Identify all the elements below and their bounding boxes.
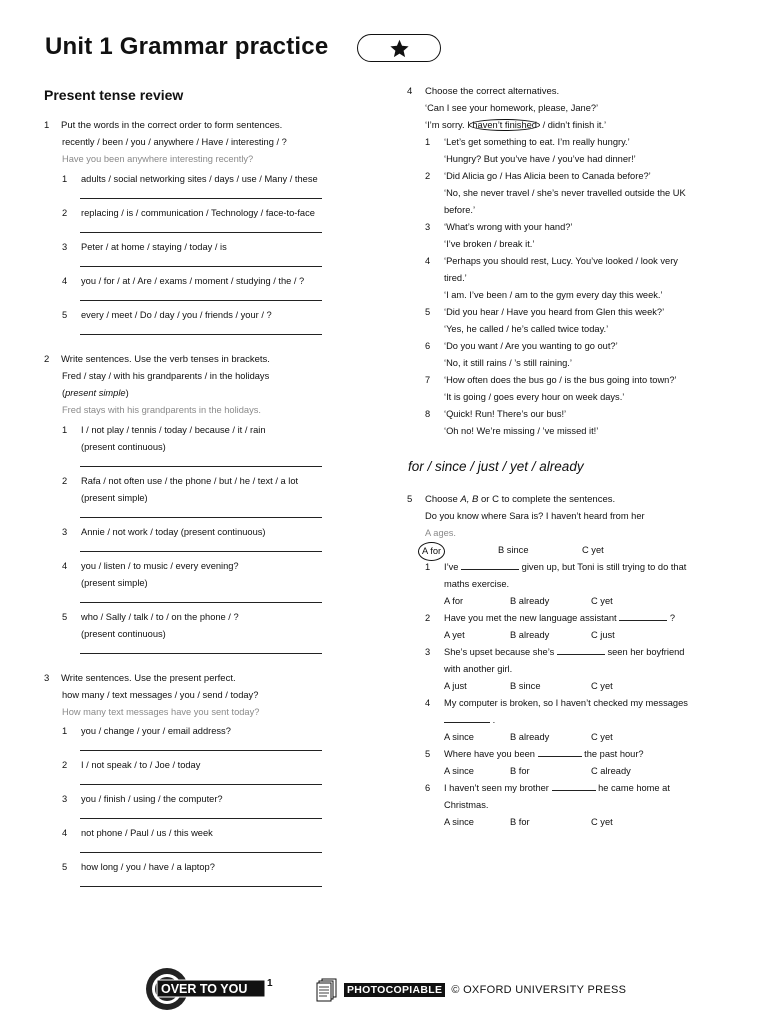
options-row: A since B already C yet <box>444 732 613 742</box>
list-item: 1 I / not play / tennis / today / because / it / rain (present continuous) <box>44 422 364 473</box>
answer-line[interactable] <box>80 517 322 518</box>
answer-blank[interactable] <box>444 713 490 723</box>
answer-line[interactable] <box>80 653 322 654</box>
list-item: 4 you / for / at / Are / exams / moment / studying / the / ? <box>44 273 364 307</box>
answer-line[interactable] <box>80 232 322 233</box>
answer-line[interactable] <box>80 886 322 887</box>
answer-line[interactable] <box>80 334 322 335</box>
answer-line[interactable] <box>80 466 322 467</box>
list-item: 5 every / meet / Do / day / you / friends / your / ? <box>44 307 364 341</box>
photocopy-icon <box>316 978 338 1002</box>
section-heading: Present tense review <box>44 87 184 103</box>
list-item: 5 who / Sally / talk / to / on the phone / ? (present continuous) <box>44 609 364 660</box>
example-question: ‘Can I see your homework, please, Jane?’ <box>425 103 599 113</box>
exercise-number: 4 <box>407 86 413 97</box>
list-item: 4 you / listen / to music / every evening? (present simple) <box>44 558 364 609</box>
book-logo-icon <box>143 966 273 1012</box>
list-item: 3 Peter / at home / staying / today / is <box>44 239 364 273</box>
difficulty-badge <box>357 34 441 62</box>
answer-line[interactable] <box>80 602 322 603</box>
exercise-instruction: Choose the correct alternatives. <box>425 86 560 97</box>
example-answer: Fred stays with his grandparents in the holidays. <box>62 405 261 415</box>
list-item: 1 you / change / your / email address? <box>44 723 364 757</box>
photocopiable-notice <box>316 978 626 1002</box>
list-item: 4 not phone / Paul / us / this week <box>44 825 364 859</box>
list-item: 3 Annie / not work / today (present continuous) <box>44 524 364 558</box>
options-row: A since B for C yet <box>444 817 613 827</box>
section-title: for / since / just / yet / already <box>408 459 584 474</box>
list-item: 5 how long / you / have / a laptop? <box>44 859 364 893</box>
exercise-instruction: Write sentences. Use the present perfect. <box>61 673 236 684</box>
list-item: 3 you / finish / using / the computer? <box>44 791 364 825</box>
list-item: 2 I / not speak / to / Joe / today <box>44 757 364 791</box>
logo-text: OVER TO YOU <box>161 982 248 996</box>
photocopiable-badge: PHOTOCOPIABLE <box>344 983 445 997</box>
answer-line[interactable] <box>80 818 322 819</box>
exercise-1 <box>44 117 364 168</box>
options-row: A just B since C yet <box>444 681 613 691</box>
exercise-number: 2 <box>44 354 50 365</box>
answer-line[interactable] <box>80 852 322 853</box>
example-answer: How many text messages have you sent today? <box>62 707 260 717</box>
circled-option: A for <box>418 542 445 561</box>
example-answer: Have you been anywhere interesting recently? <box>62 154 254 164</box>
answer-line[interactable] <box>80 266 322 267</box>
example-options: A for B since C yet <box>407 542 737 559</box>
example-prompt: how many / text messages / you / send / today? <box>62 690 259 700</box>
exercise-number: 5 <box>407 494 413 505</box>
answer-line[interactable] <box>80 784 322 785</box>
exercise-3 <box>44 670 364 721</box>
exercise-2 <box>44 351 364 419</box>
exercise-instruction: Write sentences. Use the verb tenses in brackets. <box>61 354 270 365</box>
answer-line[interactable] <box>80 198 322 199</box>
exercise-3-items <box>44 723 364 893</box>
over-to-you-logo <box>143 966 273 1010</box>
example-tense: (present simple) <box>62 388 129 398</box>
answer-line[interactable] <box>80 551 322 552</box>
answer-blank[interactable] <box>538 747 582 757</box>
answer-blank[interactable] <box>552 781 596 791</box>
exercise-number: 1 <box>44 120 50 131</box>
list-item: 2 Rafa / not often use / the phone / but / he / text / a lot (present simple) <box>44 473 364 524</box>
list-item: 1 adults / social networking sites / days / use / Many / these <box>44 171 364 205</box>
example-line: Do you know where Sara is? I haven’t heard from her <box>425 511 645 521</box>
answer-blank[interactable] <box>557 645 605 655</box>
publisher-text: © OXFORD UNIVERSITY PRESS <box>451 984 627 996</box>
example-prompt: Fred / stay / with his grandparents / in the holidays <box>62 371 270 381</box>
exercise-number: 3 <box>44 673 50 684</box>
options-row: A yet B already C just <box>444 630 615 640</box>
answer-line[interactable] <box>80 750 322 751</box>
page-title: Unit 1 Grammar practice <box>45 33 329 60</box>
circled-answer: haven’t finished <box>469 119 540 131</box>
exercise-1-items <box>44 171 364 341</box>
exercise-4: 4 Choose the correct alternatives. ‘Can I see your homework, please, Jane?’ ‘I’m sorry. I haven’t finished / didn’t finish it.’ 1 ‘Let’s get something to eat. I’m really hungry.’ ‘Hungry? But you’ve have / you’ve had dinner!’ 2 ‘Did Alicia go / Has Alicia been to Canada before?’ ‘No, she never travel / she’s never travelled outside the UK before.’ 3 ‘What’s wrong with your hand?’ ‘I’ve broken / break it.’ 4 ‘Perhaps you should rest, Lucy. You’ve looked / look very tired.’ ‘I am. I’ve been / am to the gym every day this week.’ 5 ‘Did you hear / Have you heard from Glen this week?’ ‘Yes, he called / he’s called twice today.’ 6 ‘Do you want / Are you wanting to go out?’ ‘No, it still rains / ’s still raining.’ 7 ‘How often does the bus go / is the bus going into town?’ ‘It is going / goes every hour on week days.’ 8 ‘Quick! Run! There’s our bus!’ ‘Oh no! We’re missing / ’ve missed it!’ <box>407 83 737 440</box>
exercise-instruction: Choose A, B or C to complete the sentences. <box>425 494 616 505</box>
example-line: A ages. <box>425 528 457 538</box>
options-row: A for B already C yet <box>444 596 613 606</box>
logo-level: 1 <box>267 978 273 989</box>
star-icon <box>389 38 410 59</box>
example-answer: ‘I’m sorry. I haven’t finished / didn’t finish it.’ <box>425 120 607 130</box>
example-prompt: recently / been / you / anywhere / Have / interesting / ? <box>62 137 287 147</box>
exercise-5: 5 Choose A, B or C to complete the sentences. Do you know where Sara is? I haven’t heard from her A ages. A for B since C yet 1 I’ve given up, but Toni is still trying to do that maths exercise. A for B already C yet 2 Have you met the new language assistant ? A yet B already C just 3 She’s upset because she’s seen her boyfriend with another girl. A just B since C yet 4 My computer is broken, so I haven’t checked my messages . A since B already C yet 5 Where have you been the past hour? A since B for C already 6 I haven’t seen my brother he came home at Christmas. A since B for C yet <box>407 491 737 831</box>
answer-blank[interactable] <box>619 611 667 621</box>
exercise-instruction: Put the words in the correct order to form sentences. <box>61 120 283 131</box>
list-item: 2 replacing / is / communication / Technology / face-to-face <box>44 205 364 239</box>
answer-blank[interactable] <box>461 560 519 570</box>
exercise-2-items <box>44 422 364 660</box>
options-row: A since B for C already <box>444 766 631 776</box>
answer-line[interactable] <box>80 300 322 301</box>
